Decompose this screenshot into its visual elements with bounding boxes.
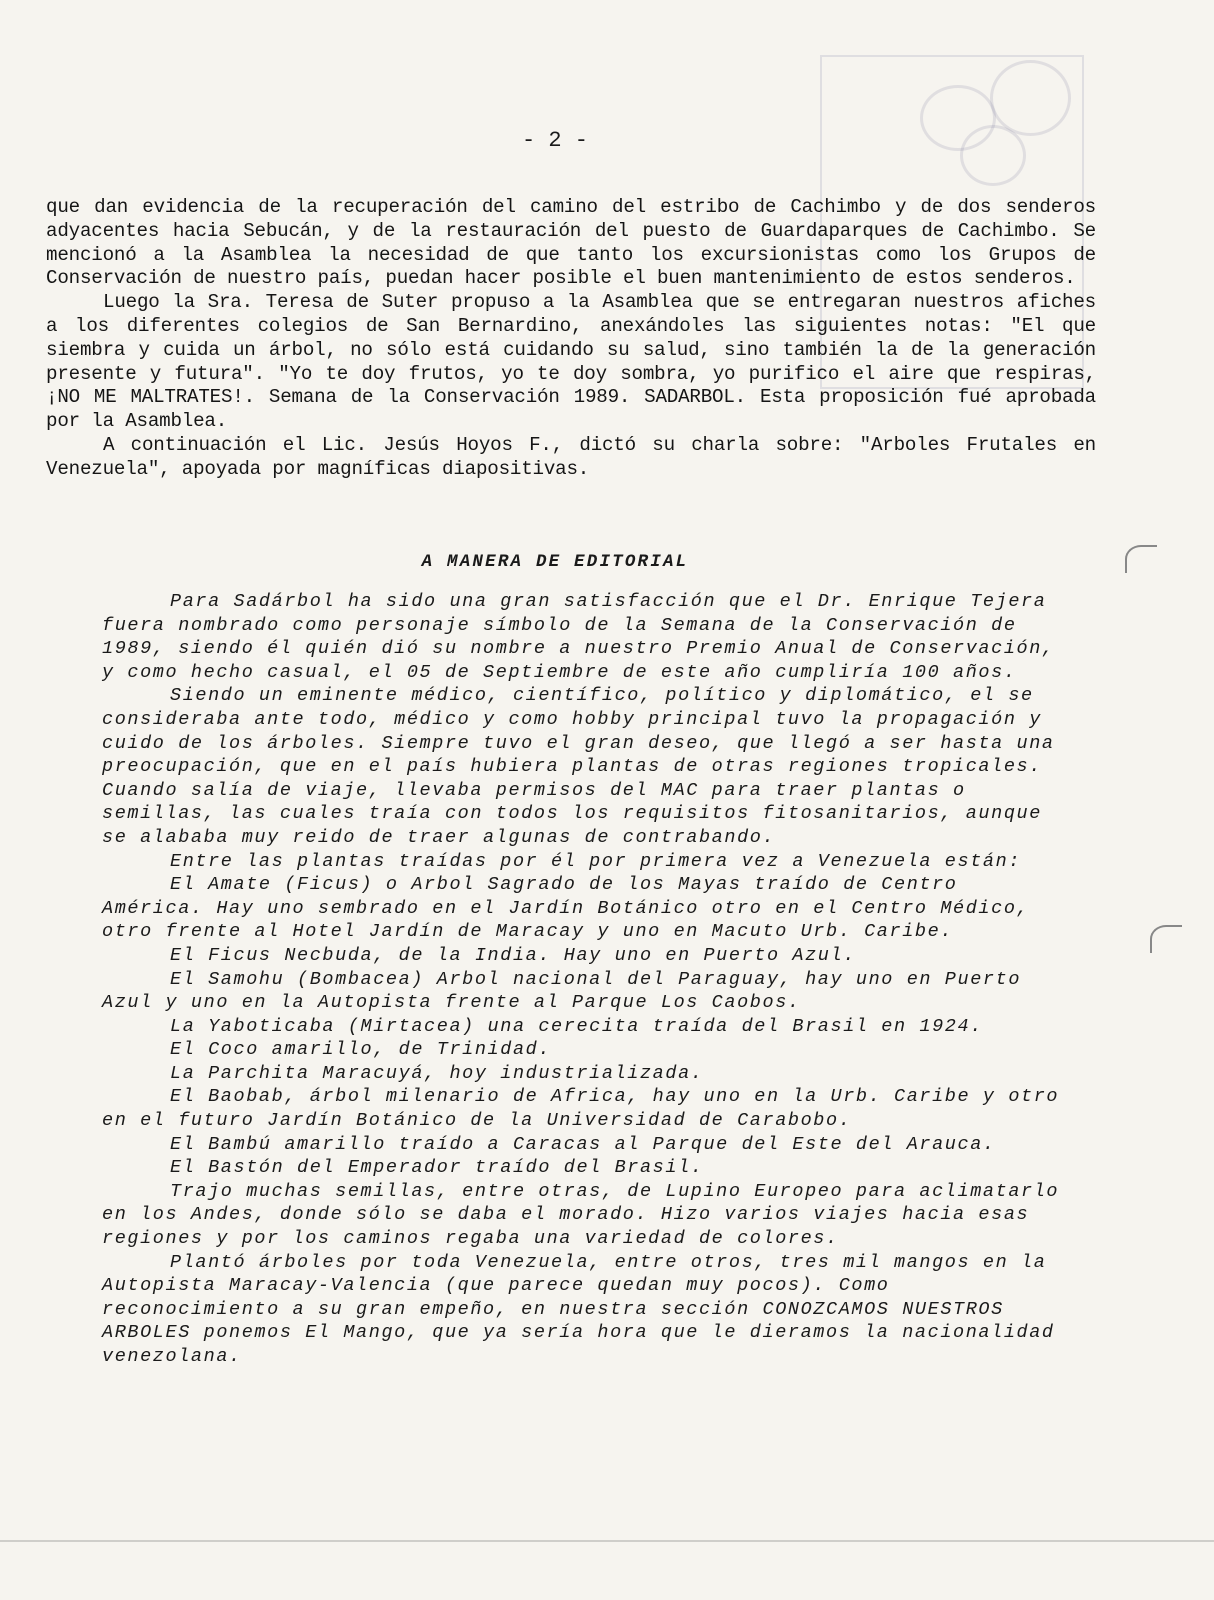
editorial-list-item: El Coco amarillo, de Trinidad.: [170, 1039, 552, 1061]
minutes-paragraph: A continuación el Lic. Jesús Hoyos F., dictó su charla sobre: "Arboles Frutales en Venezuela", apoyada por magníficas diapositivas.: [46, 433, 1096, 480]
minutes-paragraph: Luego la Sra. Teresa de Suter propuso a la Asamblea que se entregaran nuestros afiches a los diferentes colegios de San Bernardino, anexándoles las siguientes notas: "El que siembra y cuida un árbol, no sólo está cuidando su salud, sino también la de la generación presente y futura". "Yo te doy frutos, yo te doy sombra, yo purifico el aire que respiras, ¡NO ME MALTRATES!. Semana de la Conservación 1989. SADARBOL. Esta proposición fué aprobada por la Asamblea.: [46, 291, 1096, 433]
editorial-list-item: La Parchita Maracuyá, hoy industrializada.: [170, 1062, 704, 1084]
editorial-list-item: El Amate (Ficus) o Arbol Sagrado de los Mayas traído de Centro América. Hay uno sembrado en el Jardín Botánico otro en el Centro Médico, otro frente al Hotel Jardín de Maracay y uno en Macuto Urb. Caribe.: [102, 874, 1030, 943]
staple-mark: [1125, 545, 1157, 573]
editorial-paragraph: Trajo muchas semillas, entre otras, de Lupino Europeo para aclimatarlo en los Andes, donde sólo se daba el morado. Hizo varios viajes hacia esas regiones y por los caminos regaba una variedad de colores.: [102, 1180, 1060, 1250]
assembly-minutes: [46, 196, 1096, 482]
editorial-list-item: El Ficus Necbuda, de la India. Hay uno en Puerto Azul.: [170, 944, 856, 966]
page-edge: [0, 1540, 1214, 1542]
editorial-list-item: El Samohu (Bombacea) Arbol nacional del Paraguay, hay uno en Puerto Azul y uno en la Autopista frente al Parque Los Caobos.: [102, 968, 1022, 1014]
page-number: - 2 -: [521, 128, 588, 153]
editorial-paragraph: Siendo un eminente médico, científico, político y diplomático, el se consideraba ante todo, médico y como hobby principal tuvo la propagación y cuido de los árboles. Siempre tuvo el gran deseo, que llegó a ser hasta una preocupación, que en el país hubiera plantas de otras regiones tropicales. Cuando salía de viaje, llevaba permisos del MAC para traer plantas o semillas, las cuales traía con todos los requisitos fitosanitarios, aunque se alababa muy reido de traer algunas de contrabando.: [102, 685, 1055, 848]
editorial-list-item: El Bastón del Emperador traído del Brasil.: [170, 1157, 704, 1179]
editorial-body: [102, 590, 1062, 1369]
minutes-paragraph: que dan evidencia de la recuperación del camino del estribo de Cachimbo y de dos senderos adyacentes hacia Sebucán, y de la restauración del puesto de Guardaparques de Cachimbo. Se mencionó a la Asamblea la necesidad de que tanto los excursionistas como los Grupos de Conservación de nuestro país, puedan hacer posible el buen mantenimiento de estos senderos.: [46, 196, 1096, 290]
editorial-paragraph: Para Sadárbol ha sido una gran satisfacción que el Dr. Enrique Tejera fuera nombrado como personaje símbolo de la Semana de la Conservación de 1989, siendo él quién dió su nombre a nuestro Premio Anual de Conservación, y como hecho casual, el 05 de Septiembre de este año cumpliría 100 años.: [102, 591, 1055, 683]
editorial-list-item: La Yaboticaba (Mirtacea) una cerecita traída del Brasil en 1924.: [170, 1015, 983, 1037]
staple-mark: [1150, 925, 1182, 953]
editorial-list-item: El Bambú amarillo traído a Caracas al Parque del Este del Arauca.: [170, 1133, 996, 1155]
bleed-through-leaf: [990, 60, 1071, 136]
editorial-paragraph: Entre las plantas traídas por él por primera vez a Venezuela están:: [170, 850, 1022, 872]
editorial-title: A MANERA DE EDITORIAL: [421, 552, 689, 572]
editorial-paragraph: Plantó árboles por toda Venezuela, entre otros, tres mil mangos en la Autopista Maracay-Valencia (que parece quedan muy pocos). Como reconocimiento a su gran empeño, en nuestra sección CONOZCAMOS NUESTROS ARBOLES ponemos El Mango, que ya sería hora que le dieramos la nacionalidad venezolana.: [102, 1251, 1055, 1367]
editorial-list-item: El Baobab, árbol milenario de Africa, hay uno en la Urb. Caribe y otro en el futuro Jardín Botánico de la Universidad de Carabobo.: [102, 1086, 1060, 1132]
